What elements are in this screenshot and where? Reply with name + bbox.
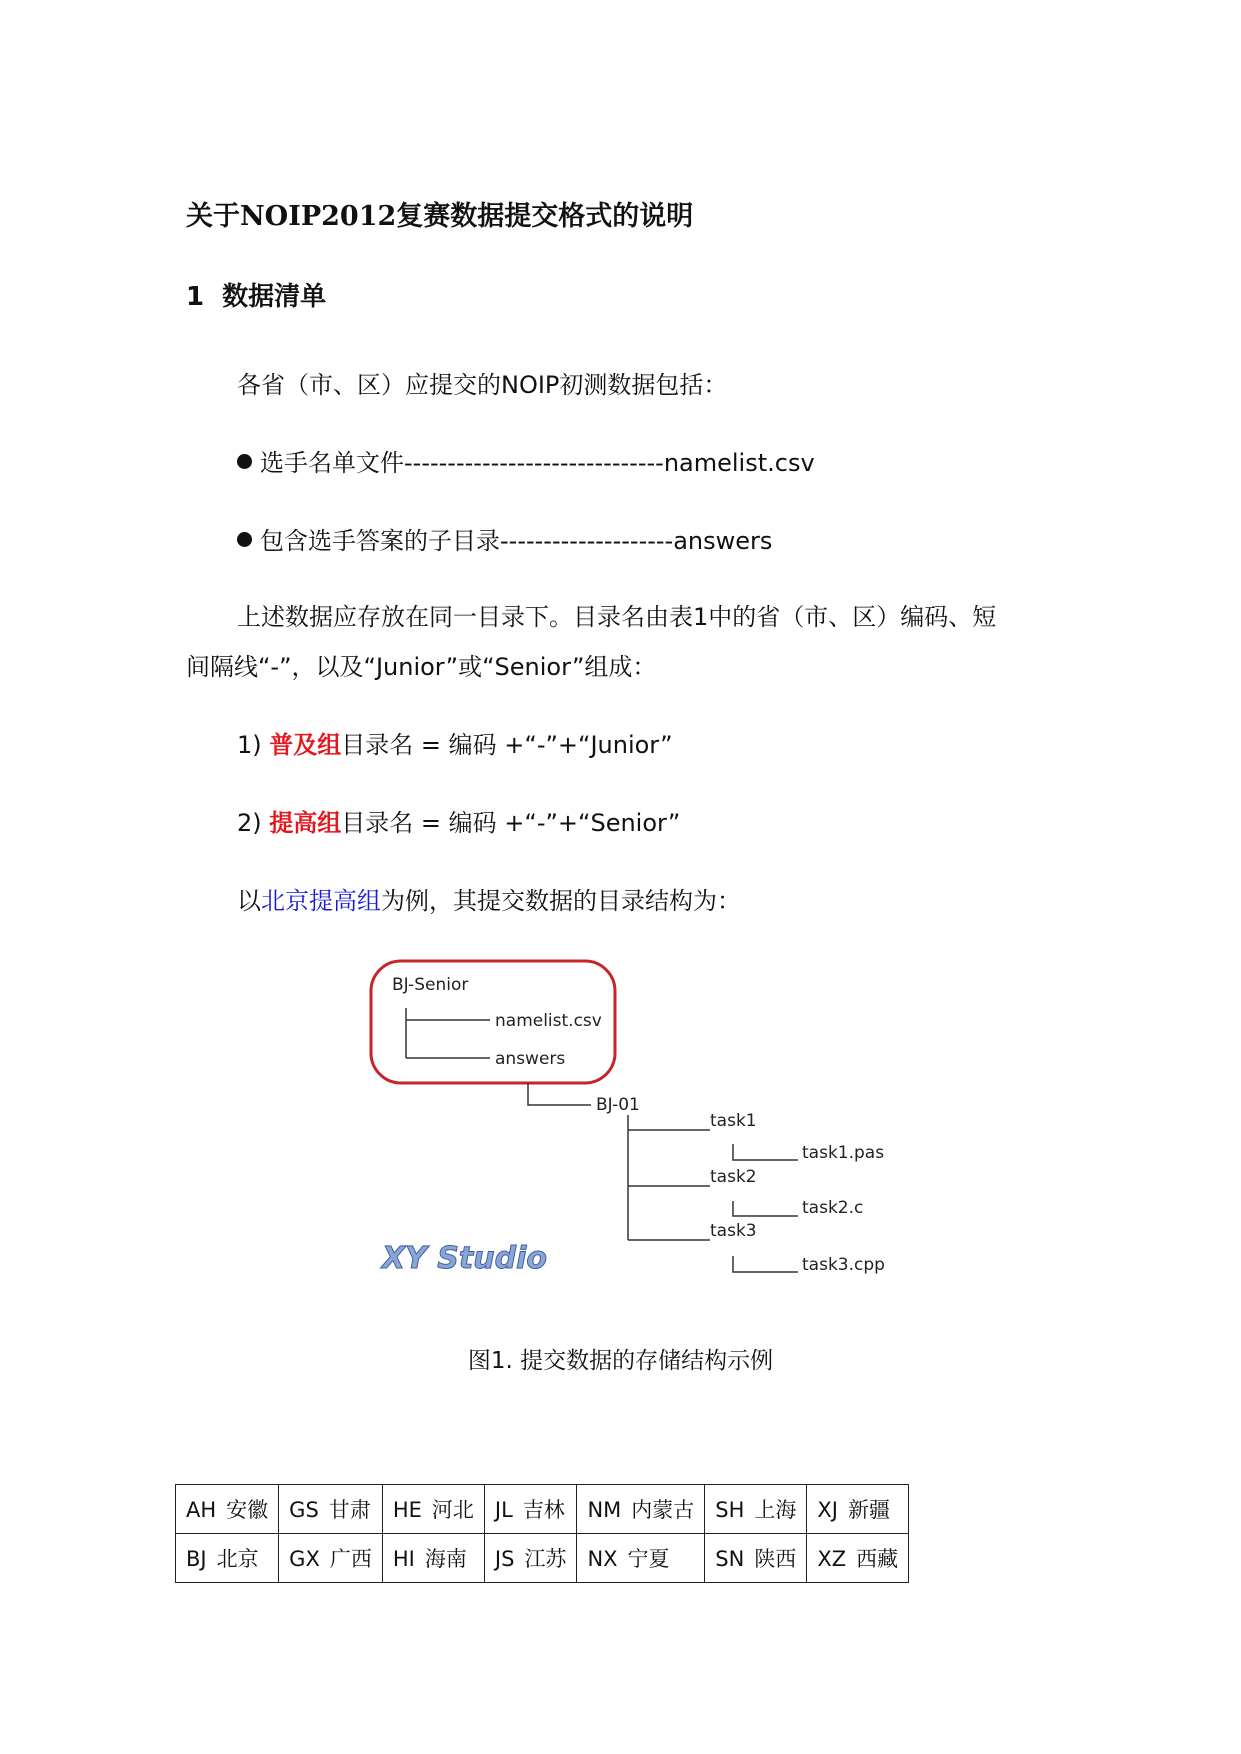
province-name: 陕西 [754, 1547, 797, 1571]
table-cell [382, 1485, 484, 1534]
section-number: 1 [186, 282, 205, 312]
province-code: JS [494, 1547, 515, 1571]
table-cell [807, 1485, 909, 1534]
bullet-icon [237, 454, 252, 469]
figure-caption: 图1. 提交数据的存储结构示例 [467, 1348, 774, 1374]
section-heading [186, 276, 326, 313]
directory-tree-diagram [360, 950, 920, 1310]
example-highlight: 北京提高组 [261, 887, 381, 915]
table-cell [705, 1485, 807, 1534]
province-name: 吉林 [522, 1498, 565, 1522]
table-cell [279, 1485, 383, 1534]
document-title: 关于NOIP2012复赛数据提交格式的说明 [186, 201, 694, 232]
province-name: 广西 [329, 1547, 372, 1571]
table-cell [176, 1534, 279, 1583]
tree-root-label: BJ-Senior [392, 975, 469, 995]
table-cell [577, 1485, 705, 1534]
bullet-file: namelist.csv [663, 449, 815, 477]
section-title: 数据清单 [222, 282, 327, 312]
table-cell [176, 1485, 279, 1534]
bullet-file: answers [673, 527, 773, 555]
rule-senior [237, 803, 680, 838]
bullet-dashes: ------------------------------ [404, 449, 664, 477]
table-cell [807, 1534, 909, 1583]
province-code: SN [715, 1547, 745, 1571]
tree-file-answers: answers [495, 1049, 566, 1069]
example-line [237, 881, 741, 916]
example-post: 为例，其提交数据的目录结构为： [381, 887, 741, 915]
bullet-icon [237, 532, 252, 547]
tree-task-folder: task3 [710, 1221, 757, 1241]
province-name: 新疆 [847, 1498, 890, 1522]
province-name: 安徽 [226, 1498, 269, 1522]
description-line-2: 间隔线“-”，以及“Junior”或“Senior”组成： [186, 653, 657, 681]
province-name: 上海 [754, 1498, 797, 1522]
province-name: 河北 [431, 1498, 474, 1522]
intro-paragraph: 各省（市、区）应提交的NOIP初测数据包括： [237, 371, 728, 399]
province-code: HI [392, 1547, 415, 1571]
province-code: NM [587, 1498, 622, 1522]
rule-text: 目录名 = 编码 +“-”+“Senior” [341, 809, 681, 837]
rule-text: 目录名 = 编码 +“-”+“Junior” [341, 731, 673, 759]
province-name: 江苏 [524, 1547, 567, 1571]
bullet-dashes: -------------------- [500, 527, 674, 555]
table-cell [484, 1534, 577, 1583]
province-name: 甘肃 [328, 1498, 371, 1522]
table-row [176, 1485, 909, 1534]
province-code: XZ [817, 1547, 847, 1571]
table-cell [484, 1485, 577, 1534]
province-name: 西藏 [856, 1547, 899, 1571]
bullet-item-answers [237, 521, 772, 556]
province-name: 北京 [216, 1547, 259, 1571]
tree-task-folder: task2 [710, 1167, 757, 1187]
rule-prefix: 1) [237, 731, 262, 759]
tree-file-namelist: namelist.csv [495, 1011, 602, 1031]
rule-prefix: 2) [237, 809, 262, 837]
province-code: HE [392, 1498, 422, 1522]
table-cell [279, 1534, 383, 1583]
province-name: 内蒙古 [631, 1498, 695, 1522]
table-row [176, 1534, 909, 1583]
table-cell [705, 1534, 807, 1583]
bullet-text: 选手名单文件 [260, 449, 404, 477]
group-name-senior: 提高组 [269, 809, 342, 837]
tree-task-file: task3.cpp [802, 1255, 885, 1275]
rule-junior [237, 725, 673, 760]
province-code: GS [289, 1498, 319, 1522]
province-codes-table [175, 1484, 909, 1583]
province-code: BJ [186, 1547, 207, 1571]
table-cell [577, 1534, 705, 1583]
province-name: 宁夏 [627, 1547, 670, 1571]
province-code: AH [186, 1498, 217, 1522]
group-name-junior: 普及组 [269, 731, 342, 759]
province-code: JL [494, 1498, 513, 1522]
province-name: 海南 [424, 1547, 467, 1571]
table-cell [382, 1534, 484, 1583]
province-code: NX [587, 1547, 618, 1571]
tree-task-folder: task1 [710, 1111, 757, 1131]
bullet-text: 包含选手答案的子目录 [260, 527, 500, 555]
tree-task-file: task1.pas [802, 1143, 885, 1163]
description-line-1: 上述数据应存放在同一目录下。目录名由表1中的省（市、区）编码、短 [237, 603, 997, 631]
example-pre: 以 [237, 887, 261, 915]
tree-task-file: task2.c [802, 1198, 864, 1218]
watermark-logo: XY Studio [382, 1241, 547, 1276]
tree-student-folder: BJ-01 [596, 1095, 640, 1115]
province-code: XJ [817, 1498, 838, 1522]
bullet-item-namelist [237, 443, 815, 478]
province-code: GX [289, 1547, 320, 1571]
province-code: SH [715, 1498, 745, 1522]
